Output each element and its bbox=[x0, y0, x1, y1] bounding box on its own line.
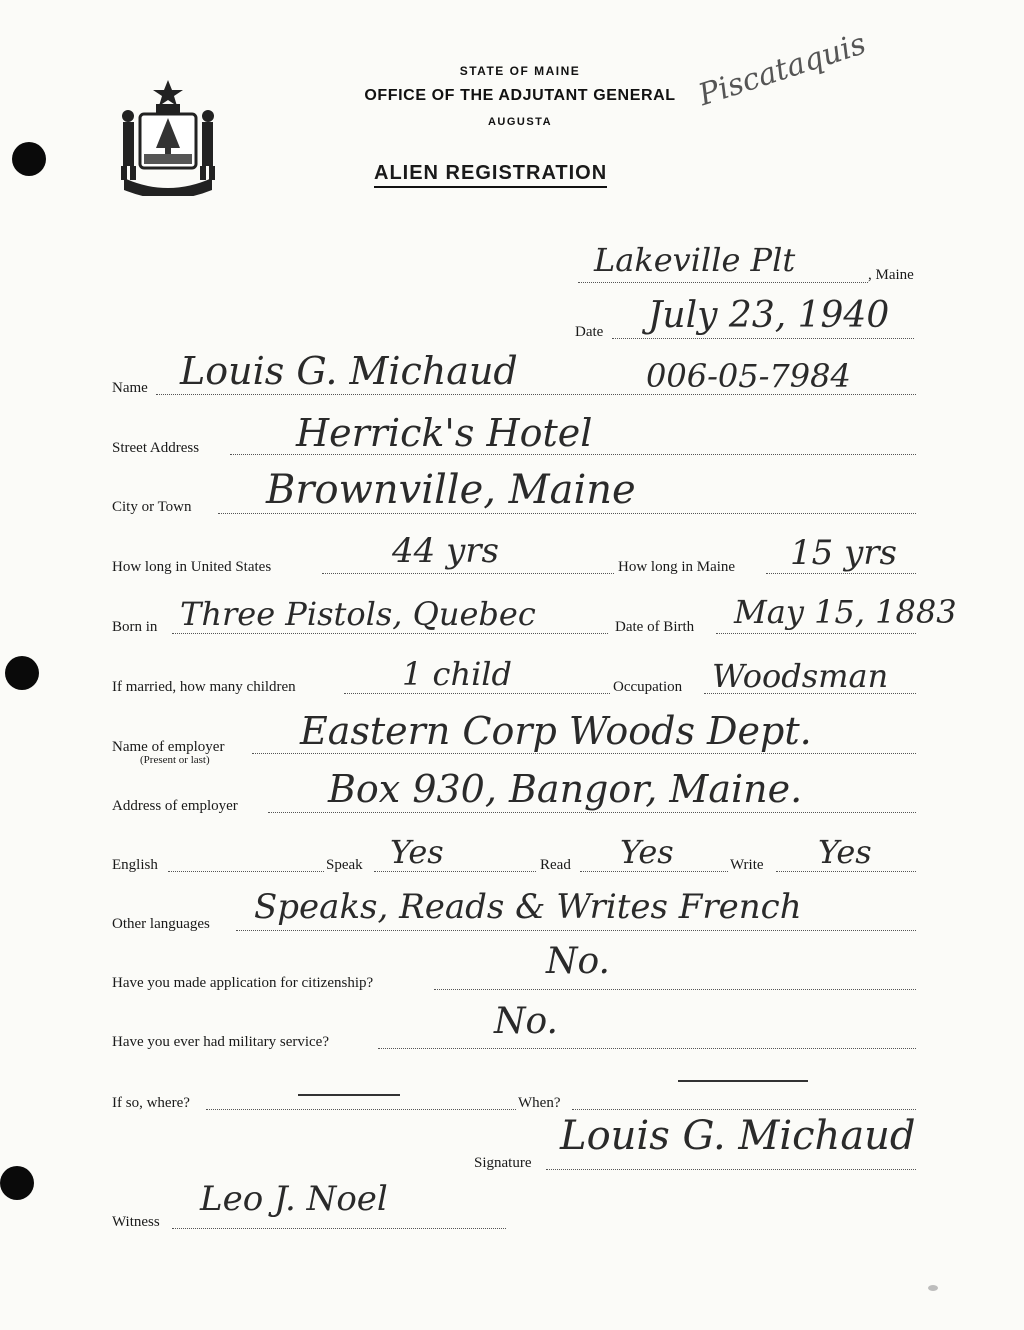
header-city: AUGUSTA bbox=[487, 116, 553, 128]
other-languages-line bbox=[236, 930, 916, 931]
punch-hole-top bbox=[12, 142, 46, 176]
read-value: Yes bbox=[620, 833, 674, 871]
speak-value: Yes bbox=[390, 833, 444, 871]
date-line bbox=[612, 338, 914, 339]
employer-address-value: Box 930, Bangor, Maine. bbox=[328, 767, 803, 811]
street-label: Street Address bbox=[112, 440, 200, 456]
speak-label: Speak bbox=[326, 857, 363, 873]
name-label: Name bbox=[112, 380, 148, 396]
military-line bbox=[378, 1048, 916, 1049]
us-time-value: 44 yrs bbox=[392, 531, 499, 571]
when-dash bbox=[678, 1080, 808, 1082]
city-label: City or Town bbox=[112, 499, 192, 515]
place-town: Lakeville Plt bbox=[594, 241, 796, 279]
english-label: English bbox=[112, 857, 158, 873]
born-line bbox=[172, 633, 608, 634]
other-languages-value: Speaks, Reads & Writes French bbox=[254, 887, 802, 927]
maine-time-value: 15 yrs bbox=[790, 533, 897, 573]
place-state-label: , Maine bbox=[868, 267, 914, 283]
other-languages-label: Other languages bbox=[112, 916, 210, 932]
speak-line bbox=[374, 871, 536, 872]
write-value: Yes bbox=[818, 833, 872, 871]
children-value: 1 child bbox=[402, 655, 513, 693]
write-label: Write bbox=[730, 857, 764, 873]
where-line bbox=[206, 1109, 516, 1110]
citizenship-label: Have you made application for citizenship? bbox=[112, 975, 374, 991]
punch-hole-middle bbox=[5, 656, 39, 690]
when-label: When? bbox=[518, 1095, 561, 1111]
occupation-value: Woodsman bbox=[712, 657, 889, 695]
dob-line bbox=[716, 633, 916, 634]
maine-time-line bbox=[766, 573, 916, 574]
signature-line bbox=[546, 1169, 916, 1170]
where-dash bbox=[298, 1094, 400, 1096]
occupation-label: Occupation bbox=[613, 679, 683, 695]
born-value: Three Pistols, Quebec bbox=[180, 595, 536, 633]
employer-address-label: Address of employer bbox=[112, 798, 238, 814]
employer-sublabel: (Present or last) bbox=[140, 754, 210, 766]
date-value: July 23, 1940 bbox=[648, 295, 890, 336]
citizenship-line bbox=[434, 989, 916, 990]
write-line bbox=[776, 871, 916, 872]
state-seal-icon bbox=[118, 78, 218, 196]
dob-value: May 15, 1883 bbox=[734, 593, 957, 631]
when-line bbox=[572, 1109, 916, 1110]
military-value: No. bbox=[494, 1001, 558, 1042]
dob-label: Date of Birth bbox=[615, 619, 695, 635]
employer-value: Eastern Corp Woods Dept. bbox=[300, 709, 812, 753]
employer-address-line bbox=[268, 812, 916, 813]
signature-value: Louis G. Michaud bbox=[560, 1113, 916, 1159]
born-label: Born in bbox=[112, 619, 158, 635]
us-time-label: How long in United States bbox=[112, 559, 272, 575]
us-time-line bbox=[322, 573, 614, 574]
name-number: 006-05-7984 bbox=[646, 357, 851, 395]
maine-time-label: How long in Maine bbox=[618, 559, 736, 575]
citizenship-value: No. bbox=[546, 941, 610, 982]
form-title: ALIEN REGISTRATION bbox=[374, 162, 607, 188]
header-office: OFFICE OF THE ADJUTANT GENERAL bbox=[364, 87, 676, 104]
employer-label: Name of employer bbox=[112, 739, 225, 755]
read-label: Read bbox=[540, 857, 571, 873]
witness-line bbox=[172, 1228, 506, 1229]
county-annotation: Piscataquis bbox=[694, 26, 871, 114]
place-line bbox=[578, 282, 868, 283]
where-label: If so, where? bbox=[112, 1095, 190, 1111]
city-line bbox=[218, 513, 916, 514]
paper-smudge bbox=[928, 1285, 938, 1291]
witness-label: Witness bbox=[112, 1214, 160, 1230]
children-label: If married, how many children bbox=[112, 679, 296, 695]
military-label: Have you ever had military service? bbox=[112, 1034, 329, 1050]
header-state: STATE OF MAINE bbox=[459, 64, 581, 78]
punch-hole-bottom bbox=[0, 1166, 34, 1200]
witness-value: Leo J. Noel bbox=[200, 1179, 388, 1219]
street-value: Herrick's Hotel bbox=[296, 411, 593, 455]
date-label: Date bbox=[575, 324, 604, 340]
children-line bbox=[344, 693, 610, 694]
name-value: Louis G. Michaud bbox=[180, 349, 518, 393]
employer-line bbox=[252, 753, 916, 754]
city-value: Brownville, Maine bbox=[266, 467, 636, 513]
signature-label: Signature bbox=[474, 1155, 532, 1171]
read-line bbox=[580, 871, 728, 872]
english-line bbox=[168, 871, 324, 872]
